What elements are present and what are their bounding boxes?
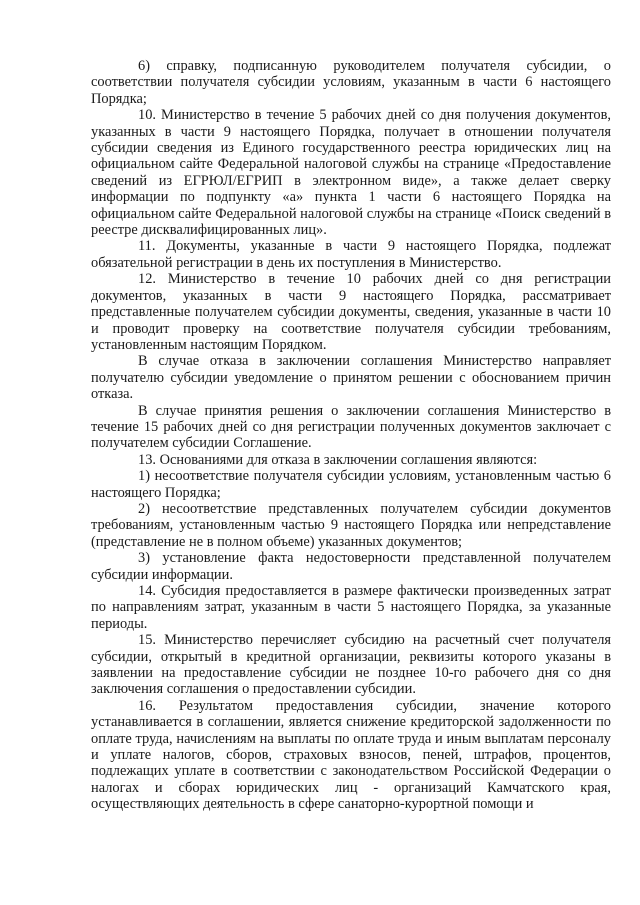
paragraph-refusal-notice: В случае отказа в заключении соглашения Министерство направляет получателю субсидии уведомление о принятом решении с обоснованием причин отказа.	[91, 353, 611, 403]
paragraph-14-amount: 14. Субсидия предоставляется в размере фактически произведенных затрат по направлениям затрат, указанным в части 5 настоящего Порядка, за указанные периоды.	[91, 583, 611, 632]
paragraph-10-egrul-check: 10. Министерство в течение 5 рабочих дней со дня получения документов, указанных в части 9 настоящего Порядка, получает в отношении получателя субсидии сведения из Единого государственного реестра юридических лиц на официальном сайте Федеральной налоговой службы на странице «Предоставление сведений из ЕГРЮЛ/ЕГРИП в электронном виде», а также делает сверку информации по подпункту «а» пункта 1 части 6 настоящего Порядка на официальном сайте Федеральной налоговой службы на странице «Поиск сведений в реестре дисквалифицированных лиц».	[91, 107, 611, 239]
paragraph-item-6-certificate: 6) справку, подписанную руководителем получателя субсидии, о соответствии получателя субсидии условиям, указанным в части 6 настоящего Порядка;	[91, 58, 611, 107]
paragraph-12-review: 12. Министерство в течение 10 рабочих дней со дня регистрации документов, указанных в части 9 настоящего Порядка, рассматривает представленные получателем субсидии документы, сведения, указанные в части 10 и проводит проверку на соответствие получателя субсидии требованиям, установленным настоящим Порядком.	[91, 271, 611, 353]
document-page	[91, 58, 611, 813]
paragraph-16-result: 16. Результатом предоставления субсидии, значение которого устанавливается в соглашении, является снижение кредиторской задолженности по оплате труда, начислениям на выплаты по оплате труда и иным выплатам персоналу и уплате налогов, сборов, страховых взносов, пеней, штрафов, процентов, подлежащих уплате в соответствии с законодательством Российской Федерации о налогах и сборах юридических лиц - организаций Камчатского края, осуществляющих деятельность в сфере санаторно-курортной помощи и	[91, 697, 611, 813]
paragraph-agreement-decision: В случае принятия решения о заключении соглашения Министерство в течение 15 рабочих дней со дня регистрации полученных документов заключает с получателем субсидии Соглашение.	[91, 402, 611, 452]
paragraph-11-registration: 11. Документы, указанные в части 9 настоящего Порядка, подлежат обязательной регистрации в день их поступления в Министерство.	[91, 238, 611, 271]
paragraph-ground-1: 1) несоответствие получателя субсидии условиям, установленным частью 6 настоящего Порядка;	[91, 468, 611, 501]
paragraph-13-refusal-grounds: 13. Основаниями для отказа в заключении соглашения являются:	[138, 451, 538, 468]
paragraph-15-transfer: 15. Министерство перечисляет субсидию на расчетный счет получателя субсидии, открытый в кредитной организации, реквизиты которого указаны в заявлении на предоставление субсидии не позднее 10-го рабочего дня со дня заключения соглашения о предоставлении субсидии.	[91, 632, 611, 698]
paragraph-ground-3: 3) установление факта недостоверности представленной получателем субсидии информации.	[91, 550, 611, 583]
paragraph-ground-2: 2) несоответствие представленных получателем субсидии документов требованиям, установленным частью 9 настоящего Порядка или непредставление (представление не в полном объеме) указанных документов;	[91, 500, 611, 550]
